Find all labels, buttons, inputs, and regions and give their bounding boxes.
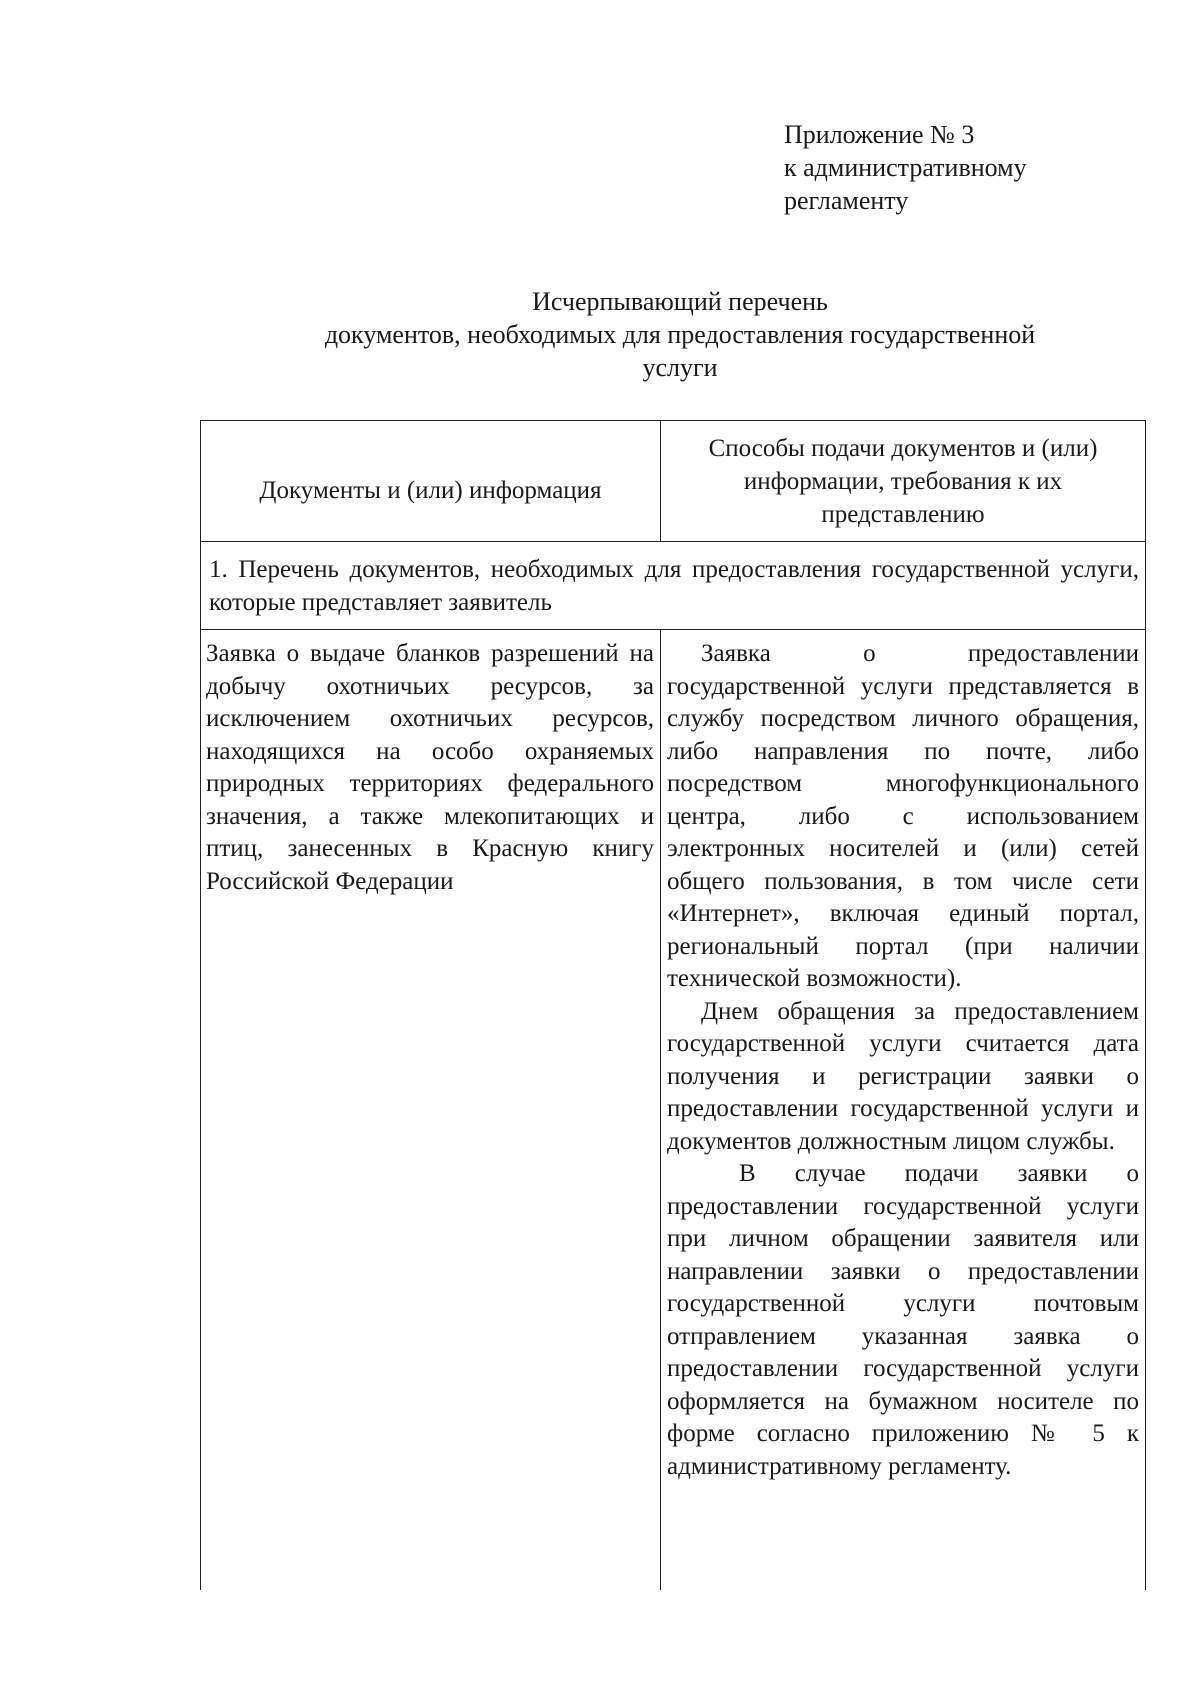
table-header-row: [201, 421, 1145, 542]
header-methods-line-3: представлению: [821, 500, 985, 528]
title-line-1: Исчерпывающий перечень: [532, 287, 828, 316]
annex-reference: [784, 118, 1027, 217]
header-documents: [201, 421, 661, 541]
table-row: [201, 630, 1145, 1590]
document-title: [200, 285, 1160, 384]
section-heading-row: [201, 542, 1145, 630]
title-line-2: документов, необходимых для предоставления государственной: [324, 320, 1036, 349]
header-documents-label: Документы и (или) информация: [259, 476, 602, 504]
annex-line-2: к административному: [784, 153, 1027, 182]
method-paragraph-2: Днем обращения за предоставлением государственной услуги считается дата получения и регистрации заявки о предоставлении государственной услуги и документов должностным лицом службы.: [667, 997, 1139, 1155]
document-cell: [201, 630, 661, 1590]
documents-table: [200, 420, 1146, 1590]
header-methods-line-2: информации, требования к их: [743, 467, 1063, 495]
document-text: Заявка о выдаче бланков разрешений на добычу охотничьих ресурсов, за исключением охотничьих ресурсов, находящихся на особо охраняемых природных территориях федерального значения, а также млекопитающих и птиц, занесенных в Красную книгу Российской Федерации: [206, 640, 654, 895]
header-methods-line-1: Способы подачи документов и (или): [708, 434, 1098, 462]
method-paragraph-1: Заявка о предоставлении государственной услуги представляется в службу посредством личного обращения, либо направления по почте, либо посредством многофункционального центра, либо с использованием электронных носителей и (или) сетей общего пользования, в том числе сети «Интернет», включая единый портал, региональный портал (при наличии технической возможности).: [667, 640, 1139, 992]
header-submission-methods: [661, 421, 1145, 541]
section-heading-1: 1. Перечень документов, необходимых для предоставления государственной услуги, которые представляет заявитель: [209, 556, 1139, 616]
annex-number: Приложение № 3: [784, 120, 975, 149]
method-cell: [661, 630, 1145, 1590]
annex-line-3: регламенту: [784, 186, 909, 215]
title-line-3: услуги: [642, 353, 718, 382]
method-paragraph-3: В случае подачи заявки о предоставлении государственной услуги при личном обращении заявителя или направлении заявки о предоставлении государственной услуги почтовым отправлением указанная заявка о предоставлении государственной услуги оформляется на бумажном носителе по форме согласно приложению № 5 к административному регламенту.: [667, 1160, 1139, 1480]
